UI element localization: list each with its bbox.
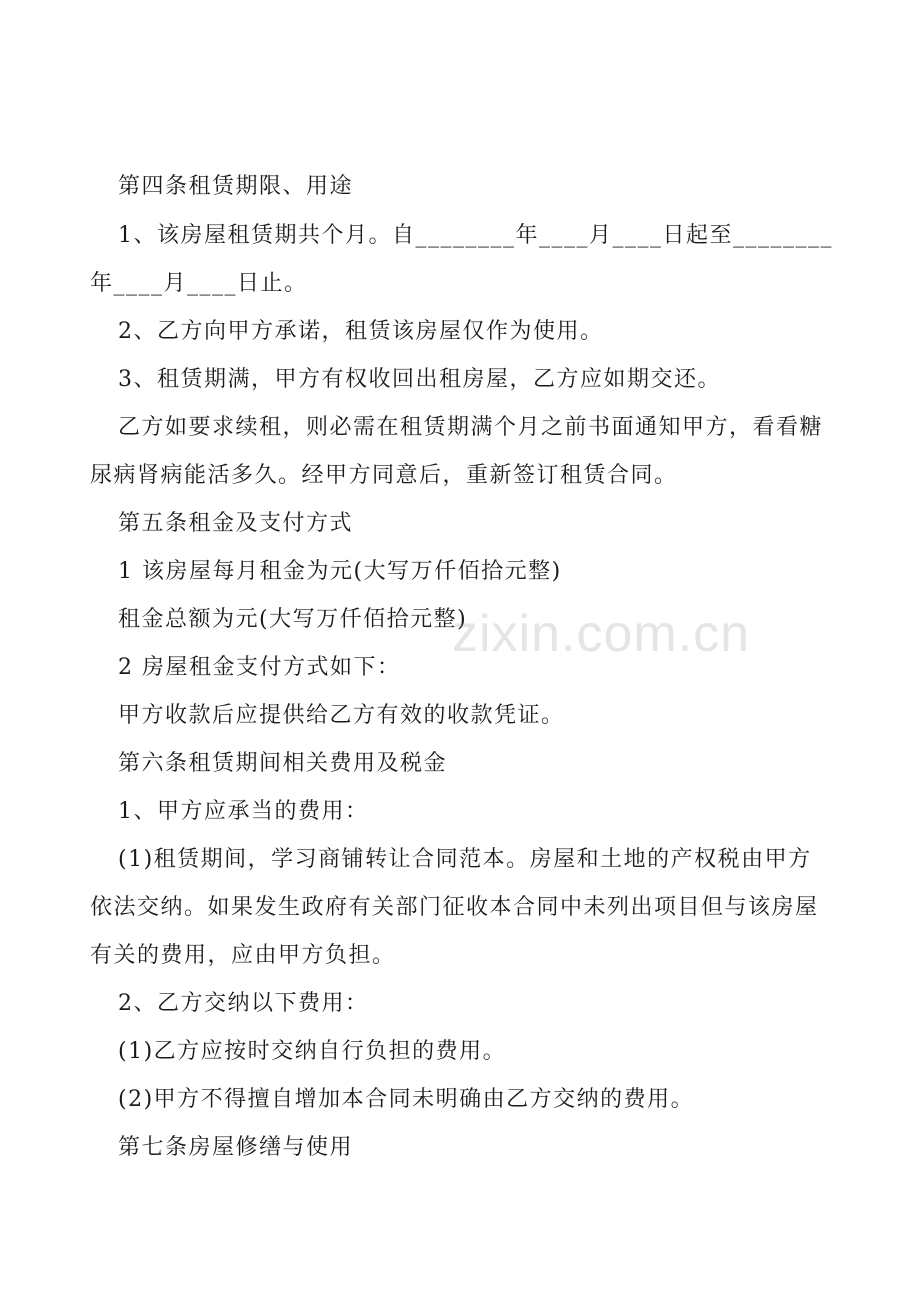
section-heading-7: 第七条房屋修缮与使用 [118, 1135, 354, 1160]
clause-6-2-2: (2)甲方不得擅自增加本合同未明确由乙方交纳的费用。 [118, 1087, 695, 1112]
clause-4-3-return: 3、租赁期满，甲方有权收回出租房屋，乙方应如期交还。 [118, 367, 721, 392]
clause-6-1-1-property-tax: (1)租赁期间，学习商铺转让合同范本。房屋和土地的产权税由甲方依法交纳。如果发生政府有关部门征收本合同中未列出项目但与该房屋有关的费用，应由甲方负担。 [90, 847, 819, 968]
clause-receipt: 甲方收款后应提供给乙方有效的收款凭证。 [118, 703, 565, 728]
clause-4-2-usage: 2、乙方向甲方承诺，租赁该房屋仅作为使用。 [118, 319, 604, 344]
clause-5-1-monthly-rent: 1 该房屋每月租金为元(大写万仟佰拾元整) [118, 559, 562, 584]
clause-6-2-party-b-fees: 2、乙方交纳以下费用： [118, 991, 369, 1016]
watermark: zixin.com.cn [452, 605, 751, 663]
clause-4-1-lease-term: 1、该房屋租赁期共个月。自________年____月____日起至________年____月____日止。 [90, 223, 833, 296]
clause-renewal: 乙方如要求续租，则必需在租赁期满个月之前书面通知甲方，看看糖尿病肾病能活多久。经甲方同意后，重新签订租赁合同。 [90, 415, 824, 488]
section-heading-6: 第六条租赁期间相关费用及税金 [118, 751, 448, 776]
clause-6-1-party-a-fees: 1、甲方应承当的费用： [118, 799, 369, 824]
clause-total-rent: 租金总额为元(大写万仟佰拾元整) [118, 607, 468, 632]
section-heading-4: 第四条租赁期限、用途 [118, 174, 354, 199]
clause-5-2-payment-method: 2 房屋租金支付方式如下： [118, 655, 401, 680]
section-heading-5: 第五条租金及支付方式 [118, 511, 354, 536]
clause-6-2-1: (1)乙方应按时交纳自行负担的费用。 [118, 1039, 507, 1064]
